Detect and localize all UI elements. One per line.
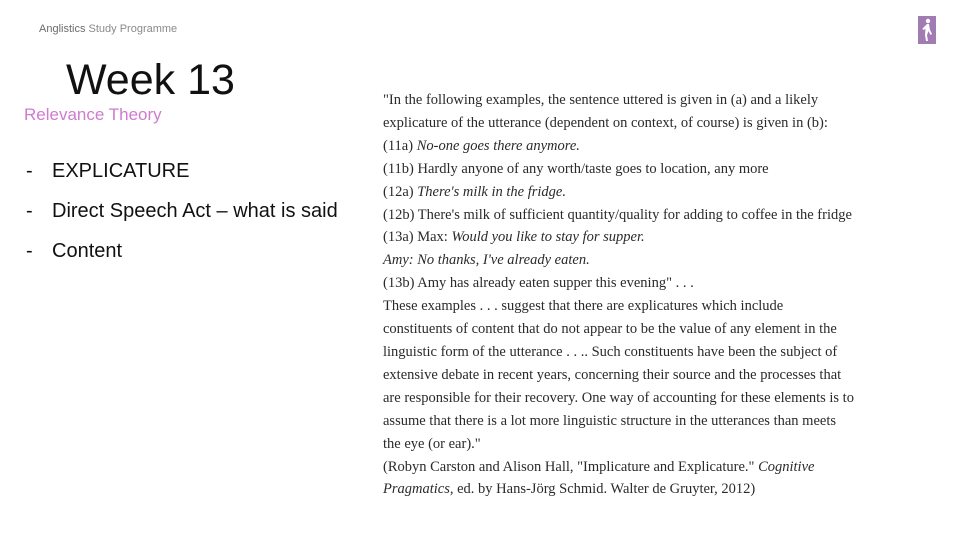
list-item — [26, 238, 338, 278]
bullet-marker: - — [26, 160, 33, 182]
quote-line: extensive debate in recent years, concerning their source and the processes that — [383, 366, 842, 383]
quote-line: These examples . . . suggest that there are explicatures which include — [383, 298, 784, 315]
example-label: (13a) Max: — [383, 229, 452, 246]
quote-line: constituents of content that do not appear to be the value of any element in the — [383, 321, 837, 338]
quote-line: linguistic form of the utterance . . .. Such constituents have been the subject of — [383, 343, 838, 360]
programme-label-bold: Anglistics — [39, 23, 86, 35]
example-sentence: There's milk in the fridge. — [417, 183, 566, 200]
programme-label-rest: Study Programme — [85, 23, 178, 35]
bullet-text: EXPLICATURE — [52, 160, 190, 182]
citation-text: , ed. by Hans-Jörg Schmid. Walter de Gruyter, 2012) — [449, 481, 756, 498]
quote-line: assume that there is a lot more linguistic structure in the utterances than meets — [383, 412, 836, 429]
quote-line: (11b) Hardly anyone of any worth/taste goes to location, any more — [383, 160, 769, 177]
example-sentence: Amy: No thanks, I've already eaten. — [383, 252, 590, 269]
quote-line — [383, 226, 943, 249]
list-item — [26, 198, 338, 238]
quote-line — [383, 249, 943, 272]
citation-line — [383, 478, 943, 501]
quote-line: "In the following examples, the sentence uttered is given in (a) and a likely — [383, 92, 819, 108]
example-sentence: No-one goes there anymore. — [416, 137, 580, 154]
quote-line — [383, 135, 943, 158]
citation-line — [383, 456, 943, 479]
bullet-text: Content — [52, 240, 123, 262]
quote-line: explicature of the utterance (dependent on context, of course) is given in (b): — [383, 114, 828, 131]
quote-line: (13b) Amy has already eaten supper this evening" . . . — [383, 275, 694, 292]
example-label: (11a) — [383, 137, 417, 154]
page-title: Week 13 — [66, 56, 235, 104]
bullet-marker: - — [26, 240, 33, 262]
example-label: (12a) — [383, 183, 418, 200]
quote-line: the eye (or ear)." — [383, 435, 481, 452]
citation-text: (Robyn Carston and Alison Hall, "Implicature and Explicature." — [383, 458, 759, 475]
quote-block — [383, 89, 943, 501]
citation-title: Pragmatics — [383, 481, 450, 498]
citation-title: Cognitive — [758, 458, 815, 475]
quote-line: are responsible for their recovery. One way of accounting for these elements is to — [383, 389, 854, 406]
bullet-marker: - — [26, 200, 33, 222]
bullet-text: Direct Speech Act – what is said — [52, 200, 338, 222]
example-sentence: Would you like to stay for supper. — [451, 229, 645, 246]
list-item — [26, 158, 338, 198]
runner-figure-icon — [918, 16, 936, 44]
quote-line: (12b) There's milk of sufficient quantity/quality for adding to coffee in the fridge — [383, 206, 852, 223]
bullet-list — [26, 158, 338, 278]
programme-label — [39, 23, 177, 35]
page-subtitle: Relevance Theory — [24, 105, 162, 124]
quote-line — [383, 181, 943, 204]
